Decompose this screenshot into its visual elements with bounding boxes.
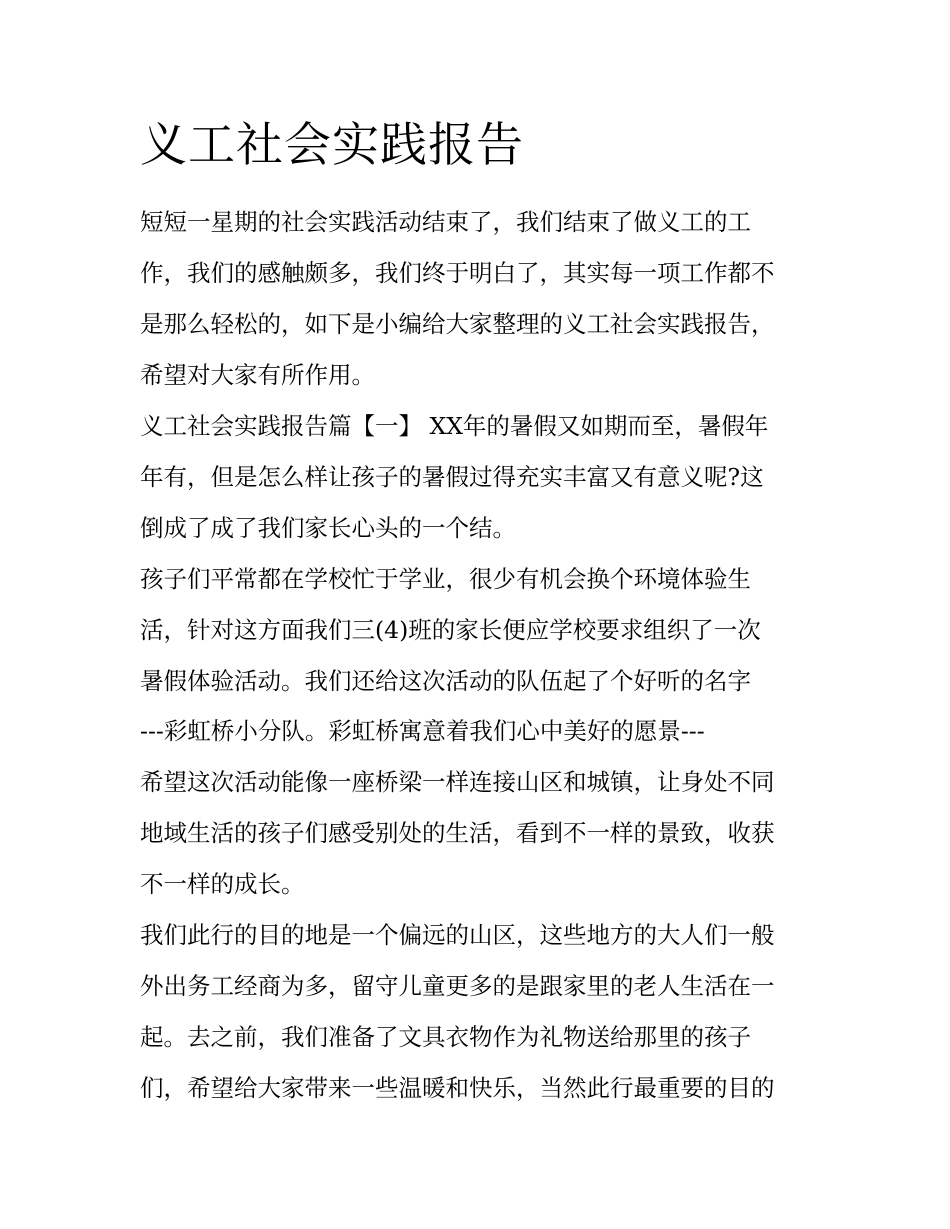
body-text-line: 不一样的成长。 bbox=[140, 870, 305, 898]
body-text-line: 我们此行的目的地是一个偏远的山区，这些地方的大人们一般 bbox=[140, 921, 775, 949]
body-text-line: 年有，但是怎么样让孩子的暑假过得充实丰富又有意义呢?这 bbox=[140, 463, 764, 491]
body-text-line: ---彩虹桥小分队。彩虹桥寓意着我们心中美好的愿景--- bbox=[140, 717, 705, 745]
body-text-line: 希望对大家有所作用。 bbox=[140, 361, 375, 389]
body-text-line: 暑假体验活动。我们还给这次活动的队伍起了个好听的名字 bbox=[140, 667, 751, 695]
body-text-line: 是那么轻松的，如下是小编给大家整理的义工社会实践报告， bbox=[140, 310, 775, 338]
body-text-line: 短短一星期的社会实践活动结束了，我们结束了做义工的工 bbox=[140, 208, 751, 236]
body-text-line: 希望这次活动能像一座桥梁一样连接山区和城镇，让身处不同 bbox=[140, 768, 775, 796]
document-title: 义工社会实践报告 bbox=[140, 118, 524, 173]
body-text-line: 作，我们的感触颇多，我们终于明白了，其实每一项工作都不 bbox=[140, 259, 775, 287]
body-text-line: 活，针对这方面我们三(4)班的家长便应学校要求组织了一次 bbox=[140, 616, 761, 644]
body-text-line: 地域生活的孩子们感受别处的生活，看到不一样的景致，收获 bbox=[140, 819, 775, 847]
body-text-line: 起。去之前，我们准备了文具衣物作为礼物送给那里的孩子 bbox=[140, 1023, 751, 1051]
body-text-line: 义工社会实践报告篇【一】 XX年的暑假又如期而至，暑假年 bbox=[140, 412, 769, 440]
body-text-line: 孩子们平常都在学校忙于学业，很少有机会换个环境体验生 bbox=[140, 565, 751, 593]
body-text-line: 外出务工经商为多，留守儿童更多的是跟家里的老人生活在一 bbox=[140, 972, 775, 1000]
body-text-line: 倒成了成了我们家长心头的一个结。 bbox=[140, 514, 516, 542]
body-text-line: 们，希望给大家带来一些温暖和快乐，当然此行最重要的目的 bbox=[140, 1074, 775, 1102]
